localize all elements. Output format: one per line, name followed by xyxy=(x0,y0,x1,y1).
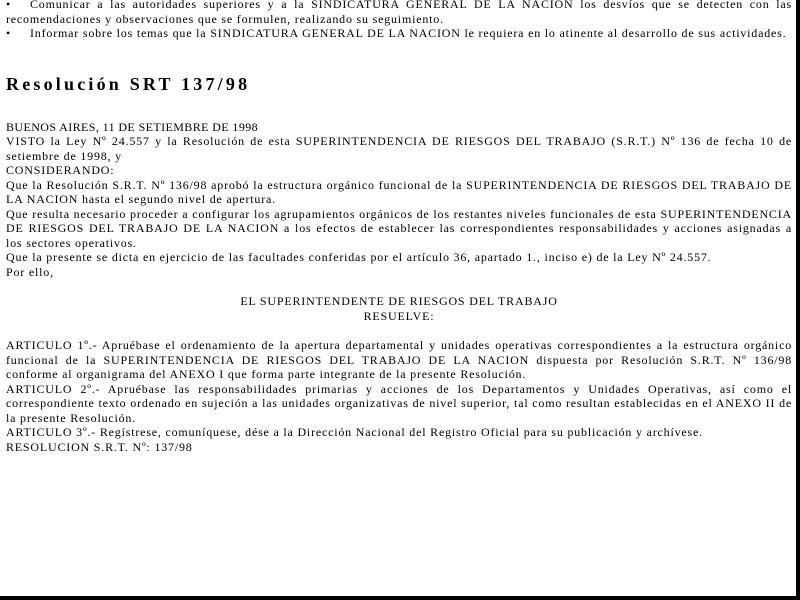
resolution-number-line: RESOLUCION S.R.T. Nº: 137/98 xyxy=(6,439,193,454)
document-title: Resolución SRT 137/98 xyxy=(6,73,251,94)
bullet-icon: • xyxy=(6,0,12,11)
superintendent-heading: EL SUPERINTENDENTE DE RIESGOS DEL TRABAJO xyxy=(240,294,558,308)
por-ello-line: Por ello, xyxy=(6,264,54,279)
list-item-text: Comunicar a las autoridades superiores y a la SINDICATURA GENERAL DE LA NACION los desvíos que se detecten con las recomendaciones y observaciones que se formulen, realizando su seguimiento. xyxy=(6,0,792,26)
list-item-text: Informar sobre los temas que la SINDICATURA GENERAL DE LA NACION le requiera en lo atinente al desarrollo de sus actividades. xyxy=(30,26,787,40)
page-border-right xyxy=(796,0,800,600)
articulo-3: ARTICULO 3º.- Regístrese, comuníquese, dése a la Dirección Nacional del Registro Oficial para su publicación y archívese. xyxy=(6,425,703,439)
date-line: BUENOS AIRES, 11 DE SETIEMBRE DE 1998 xyxy=(6,119,259,134)
que-paragraph-1: Que la Resolución S.R.T. Nº 136/98 aprobó la estructura orgánico funcional de la SUPERINTENDENCIA DE RIESGOS DEL TRABAJO DE LA NACION hasta el segundo nivel de apertura. xyxy=(6,177,792,206)
articulo-1: ARTICULO 1º.- Apruébase el ordenamiento de la apertura departamental y unidades operativas correspondientes a la estructura orgánico funcional de la SUPERINTENDENCIA DE RIESGOS DEL TRABAJO DE LA NACION dispuesta por Resolución S.R.T. Nº 136/98 conforme al organigrama del ANEXO I que forma parte integrante de la presente Resolución. xyxy=(6,338,792,381)
considerando-heading: CONSIDERANDO: xyxy=(6,163,115,177)
visto-paragraph: VISTO la Ley Nº 24.557 y la Resolución de esta SUPERINTENDENCIA DE RIESGOS DEL TRABAJO (S.R.T.) Nº 136 de fecha 10 de setiembre de 1998, y xyxy=(6,134,792,163)
resuelve-heading: RESUELVE: xyxy=(363,308,435,323)
document-page xyxy=(6,0,792,454)
articulo-2: ARTICULO 2º.- Apruébase las responsabilidades primarias y acciones de los Departamentos y Unidades Operativas, así como el correspondiente texto ordenado en sujeción a las unidades organizativas de nivel superior, tal como resultan establecidas en el ANEXO II de la presente Resolución. xyxy=(6,381,792,425)
que-paragraph-3: Que la presente se dicta en ejercicio de las facultades conferidas por el artículo 36, apartado 1., inciso e) de la Ley Nº 24.557. xyxy=(6,250,712,264)
list-item xyxy=(6,26,792,41)
list-item xyxy=(6,0,792,26)
bullet-icon: • xyxy=(6,26,12,40)
que-paragraph-2: Que resulta necesario proceder a configurar los agrupamientos orgánicos de los restantes niveles funcionales de esta SUPERINTENDENCIA DE RIESGOS DEL TRABAJO DE LA NACION a los efectos de establecer las correspondientes responsabilidades y acciones asignadas a los sectores operativos. xyxy=(6,206,792,250)
page-border-bottom xyxy=(0,596,800,600)
